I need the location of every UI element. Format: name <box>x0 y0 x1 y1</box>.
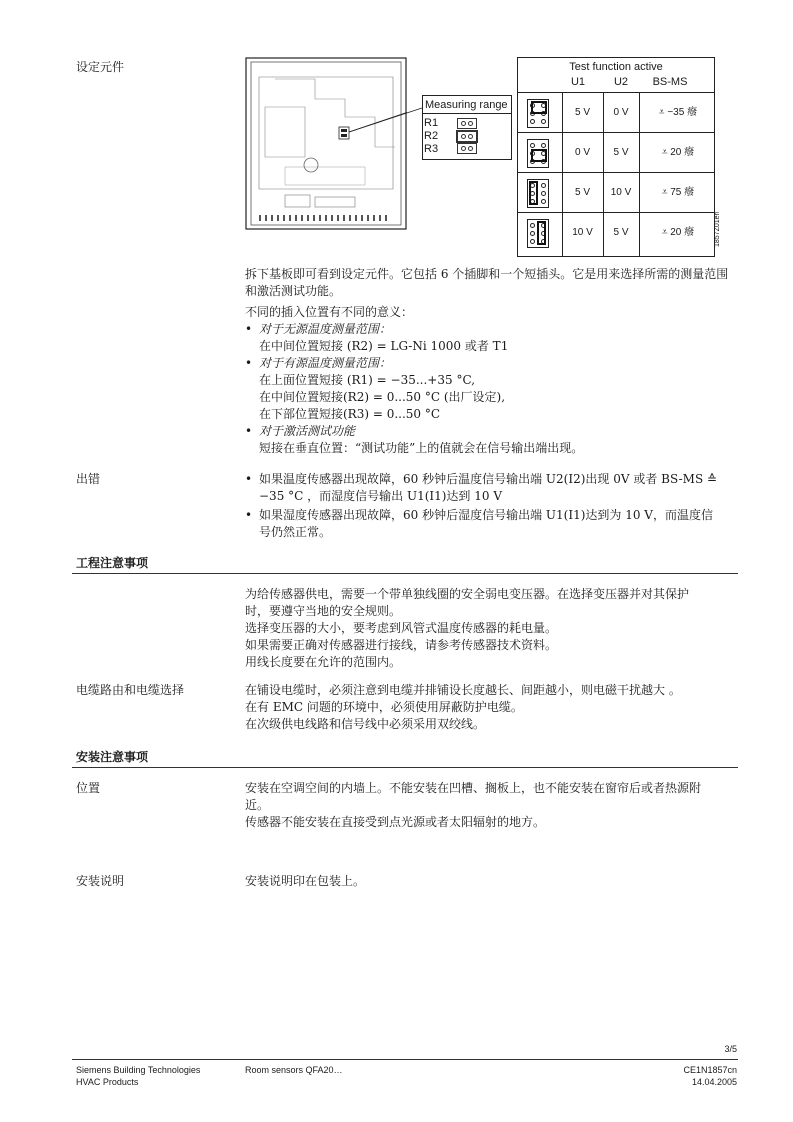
cell-bsms: ⩡ 75 癈 <box>661 187 695 198</box>
jumper-r2-icon <box>456 130 478 143</box>
position-text <box>245 780 730 831</box>
section-heading-engineering: 工程注意事项 <box>76 556 149 570</box>
cell-u1: 5 V <box>574 187 590 198</box>
jumper-position-r3-icon <box>527 179 549 208</box>
bullet-passive-line: 在中间位置短接 (R2) = LG-Ni 1000 或者 T1 <box>259 339 509 353</box>
cell-u2: 0 V <box>613 107 629 118</box>
range-r1-label: R1 <box>424 117 439 129</box>
cable-text <box>245 682 730 733</box>
table-row <box>518 132 714 172</box>
section-label-settings: 设定元件 <box>76 60 125 74</box>
eng-line-2: 时，要遵守当地的安全规则。 <box>245 604 402 618</box>
error-bullet-2-line-1: • 如果湿度传感器出现故障，60 秒钟后湿度信号输出端 U1(I1)达到为 10 V，而温度信 <box>245 507 730 524</box>
footer-company-line-1: Siemens Building Technologies <box>76 1065 201 1075</box>
table-row <box>518 172 714 212</box>
install-notes-text: 安装说明印在包装上。 <box>245 874 366 888</box>
callout-line <box>349 57 424 137</box>
error-bullet-2-line-2: 号仍然正常。 <box>259 525 332 539</box>
jumper-position-vertical-icon <box>527 219 549 248</box>
test-function-table <box>517 57 715 257</box>
section-label-error: 出错 <box>76 472 101 486</box>
footer-company <box>76 1064 200 1088</box>
error-bullet-1-line-1: • 如果温度传感器出现故障，60 秒钟后温度信号输出端 U2(I2)出现 0V 或者 BS-MS ≙ <box>245 471 730 488</box>
col-u2-header: U2 <box>613 76 629 88</box>
pin-pair-r1-icon <box>457 118 477 129</box>
cell-u1: 0 V <box>574 147 590 158</box>
section-label-install-notes: 安装说明 <box>76 874 125 888</box>
table-row <box>518 92 714 132</box>
table-row <box>518 212 714 256</box>
engineering-text <box>245 586 730 671</box>
col-bsms-header: BS-MS <box>652 76 688 88</box>
cable-line-2: 在有 EMC 问题的环境中，必须使用屏蔽防护电缆。 <box>245 700 523 714</box>
cell-u2: 5 V <box>613 227 629 238</box>
footer-divider <box>72 1059 738 1060</box>
footer-doc-info <box>620 1064 737 1088</box>
page-number: 3/5 <box>724 1044 737 1054</box>
error-bullet-1-line-2: −35 °C ，而湿度信号输出 U1(I1)达到 10 V <box>259 489 503 503</box>
range-r3-label: R3 <box>424 143 439 155</box>
section-label-position: 位置 <box>76 781 101 795</box>
eng-line-1: 为给传感器供电，需要一个带单独线圈的安全弱电变压器。在选择变压器并对其保护 <box>245 587 690 601</box>
footer-doc-code: CE1N1857cn <box>683 1065 737 1075</box>
cell-u2: 10 V <box>610 187 632 198</box>
pos-line-1: 安装在空调空间的内墙上。不能安装在凹槽、搁板上，也不能安装在窗帘后或者热源附 <box>245 781 702 795</box>
pos-line-3: 传感器不能安装在直接受到点光源或者太阳辐射的地方。 <box>245 815 546 829</box>
bullet-active-title: • 对于有源温度测量范围： <box>245 355 730 372</box>
footer-date: 14.04.2005 <box>691 1077 737 1087</box>
jumper-position-r1-icon <box>527 99 549 128</box>
error-description <box>245 471 730 541</box>
section-divider <box>72 767 738 768</box>
cable-line-3: 在次级供电线路和信号线中必须采用双绞线。 <box>245 717 486 731</box>
cell-u1: 5 V <box>574 107 590 118</box>
range-r2-label: R2 <box>424 130 439 142</box>
figure-code: 1857Z01en <box>714 211 721 247</box>
cell-bsms: ⩡ 20 癈 <box>661 147 695 158</box>
pin-pair-r3-icon <box>457 143 477 154</box>
correspond-icon: ⩡ <box>658 107 668 118</box>
settings-para-1: 拆下基板即可看到设定元件。它包括 6 个插脚和一个短插头。它是用来选择所需的测量范围和激活测试功能。 <box>245 267 729 298</box>
cell-bsms: ⩡ −35 癈 <box>658 107 698 118</box>
correspond-icon: ⩡ <box>661 227 671 238</box>
section-label-cable: 电缆路由和电缆选择 <box>76 683 185 697</box>
jumper-position-r2-icon <box>527 139 549 168</box>
settings-description <box>245 266 730 457</box>
bullet-passive-title: • 对于无源温度测量范围： <box>245 321 730 338</box>
cell-u2: 5 V <box>613 147 629 158</box>
cable-line-1: 在铺设电缆时，必须注意到电缆并排铺设长度越长、间距越小，则电磁干扰越大 。 <box>245 683 681 697</box>
section-divider <box>72 573 738 574</box>
bullet-test-title: • 对于激活测试功能 <box>245 423 730 440</box>
settings-para-2: 不同的插入位置有不同的意义： <box>245 305 414 319</box>
bullet-test-line: 短接在垂直位置：“测试功能”上的值就会在信号输出端出现。 <box>259 441 584 455</box>
correspond-icon: ⩡ <box>661 187 671 198</box>
col-u1-header: U1 <box>570 76 586 88</box>
eng-line-5: 用线长度要在允许的范围内。 <box>245 655 402 669</box>
pos-line-2: 近。 <box>245 798 270 812</box>
cell-u1: 10 V <box>572 227 593 238</box>
correspond-icon: ⩡ <box>661 147 671 158</box>
eng-line-3: 选择变压器的大小，要考虑到风管式温度传感器的耗电量。 <box>245 621 558 635</box>
test-table-title: Test function active <box>569 61 663 73</box>
cell-bsms: ⩡ 20 癈 <box>661 227 695 238</box>
bullet-active-line-2: 在中间位置短接(R2) = 0...50 °C (出厂设定), <box>259 390 506 404</box>
measuring-range-box <box>422 95 512 160</box>
bullet-active-line-1: 在上面位置短接 (R1) = −35...+35 °C, <box>259 373 476 387</box>
eng-line-4: 如果需要正确对传感器进行接线，请参考传感器技术资料。 <box>245 638 558 652</box>
measuring-range-title: Measuring range <box>423 96 511 114</box>
footer-doc-title: Room sensors QFA20… <box>245 1065 343 1075</box>
footer-company-line-2: HVAC Products <box>76 1077 139 1087</box>
test-table-header <box>518 58 714 92</box>
section-heading-installation: 安装注意事项 <box>76 750 149 764</box>
bullet-active-line-3: 在下部位置短接(R3) = 0...50 °C <box>259 407 441 421</box>
